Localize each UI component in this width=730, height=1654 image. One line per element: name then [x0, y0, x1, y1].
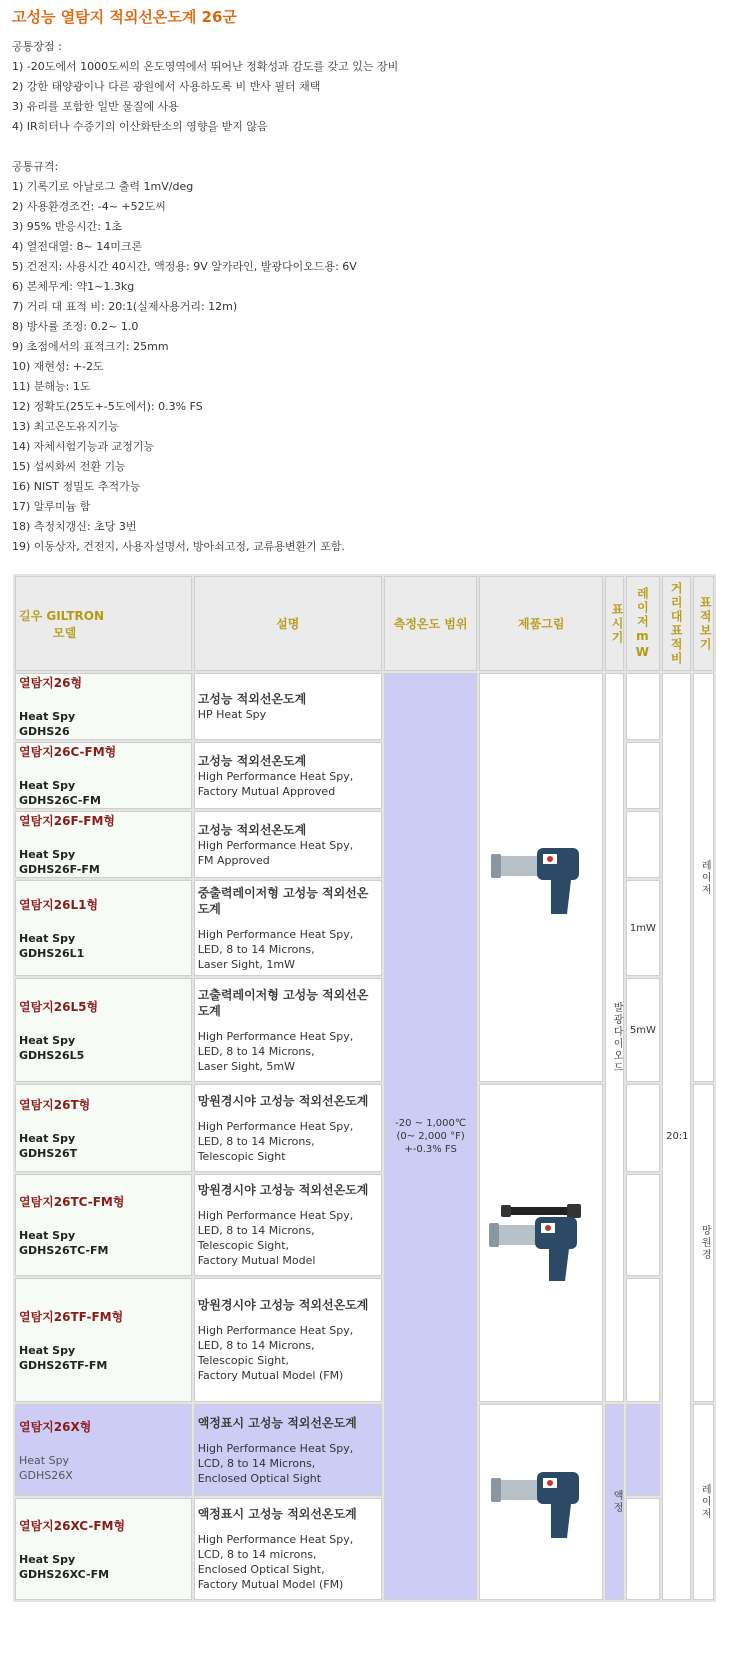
spec-item: 12) 정확도(25도+-5도에서): 0.3% FS [12, 400, 203, 413]
desc-title: 망원경시야 고성능 적외선온도계 [197, 1183, 369, 1197]
desc-title: 고성능 적외선온도계 [197, 753, 307, 768]
desc-title: 망원경시야 고성능 적외선온도계 [197, 1298, 369, 1312]
desc-line: High Performance Heat Spy, [197, 1533, 354, 1546]
laser-cell [626, 673, 660, 740]
desc-line: Factory Mutual Model (FM) [197, 1369, 344, 1382]
model-kr: 열탐지26XC-FM형 [19, 1518, 126, 1533]
laser-value: 5mW [629, 1024, 656, 1036]
desc-title: 액정표시 고성능 적외선온도계 [197, 1507, 357, 1521]
desc-line: Factory Mutual Model [197, 1254, 316, 1267]
model-en2: GDHS26X [19, 1468, 73, 1482]
spec-item: 11) 분해능: 1도 [12, 380, 91, 393]
page-title: 고성능 열탐지 적외선온도계 26군 [12, 8, 237, 26]
laser-cell [626, 811, 660, 878]
laser-cell [626, 1404, 660, 1496]
desc-line: High Performance Heat Spy, [197, 769, 354, 783]
range-line1: -20 ~ 1,000℃ [395, 1118, 467, 1129]
desc-cell [194, 1084, 382, 1172]
laser-cell [626, 880, 660, 976]
display-cell-lcd [605, 1404, 624, 1600]
table-row [15, 673, 714, 740]
model-en1: Heat Spy [19, 1343, 76, 1357]
table-header-row [15, 576, 714, 671]
model-en1: Heat Spy [19, 710, 76, 723]
model-en1: Heat Spy [19, 1453, 70, 1467]
feature-item: 4) IR히터나 수증기의 이산화탄소의 영향을 받지 않음 [12, 120, 268, 133]
model-cell [15, 1498, 192, 1600]
desc-cell [194, 1498, 382, 1600]
header-laser [626, 576, 660, 671]
model-cell [15, 978, 192, 1082]
desc-line: Enclosed Optical Sight, [197, 1563, 325, 1576]
model-kr: 열탐지26L5형 [19, 999, 99, 1014]
model-kr: 열탐지26T형 [19, 1097, 91, 1112]
desc-line: Laser Sight, 1mW [197, 957, 295, 971]
header-display [605, 576, 624, 671]
desc-line: Telescopic Sight, [197, 1239, 290, 1252]
spec-item: 18) 측정치갱신: 초당 3번 [12, 520, 137, 533]
spec-item: 2) 사용환경조건: -4~ +52도씨 [12, 200, 166, 213]
sight-cell-laser2 [693, 1404, 714, 1600]
desc-title: 망원경시야 고성능 적외선온도계 [197, 1093, 369, 1108]
desc-line: High Performance Heat Spy, [197, 1441, 354, 1455]
sight-cell-laser [693, 673, 714, 1082]
model-en2: GDHS26XC-FM [19, 1567, 110, 1581]
desc-line: High Performance Heat Spy, [197, 1029, 354, 1043]
desc-line: LED, 8 to 14 Microns, [197, 1134, 315, 1148]
table-row [15, 1404, 714, 1496]
spec-item: 10) 재현성: +-2도 [12, 360, 104, 373]
desc-line: High Performance Heat Spy, [197, 1119, 354, 1133]
header-ratio-text: 거리대표적비 [669, 581, 684, 666]
desc-line: High Performance Heat Spy, [197, 838, 354, 852]
desc-line: LED, 8 to 14 Microns, [197, 1224, 315, 1237]
model-en2: GDHS26 [19, 725, 70, 738]
spec-item: 4) 열전대열: 8~ 14미크론 [12, 240, 143, 253]
picture-cell-scope [479, 1084, 603, 1402]
spec-item: 13) 최고온도유지기능 [12, 420, 119, 433]
specs-section [12, 157, 718, 557]
desc-line: Factory Mutual Approved [197, 784, 336, 798]
desc-cell [194, 1278, 382, 1402]
desc-line: Factory Mutual Model (FM) [197, 1578, 344, 1591]
features-heading: 공통장점 : [12, 40, 62, 53]
spec-item: 5) 건전지: 사용시간 40시간, 액정용: 9V 알카라인, 발광다이오드용: 6V [12, 260, 357, 273]
model-en1: Heat Spy [19, 1131, 76, 1145]
desc-line: Laser Sight, 5mW [197, 1059, 295, 1073]
header-display-text: 표시기 [610, 602, 625, 645]
model-cell [15, 880, 192, 976]
laser-cell [626, 978, 660, 1082]
header-sight [693, 576, 714, 671]
feature-item: 3) 유리를 포함한 일반 물질에 사용 [12, 100, 179, 113]
display-lcd-text: 액정 [611, 1490, 623, 1514]
model-cell [15, 742, 192, 809]
header-range: 측정온도 범위 [384, 576, 478, 671]
desc-line: LED, 8 to 14 Microns, [197, 1339, 315, 1352]
spec-item: 19) 이동상자, 건전지, 사용자설명서, 방아쇠고정, 교류용변환기 포함. [12, 540, 346, 553]
ratio-cell [662, 673, 691, 1600]
picture-cell-lcd [479, 1404, 603, 1600]
model-kr: 열탐지26X형 [19, 1419, 92, 1434]
thermometer-gun-icon [491, 838, 591, 918]
model-en1: Heat Spy [19, 1552, 76, 1566]
desc-line: High Performance Heat Spy, [197, 1209, 354, 1222]
sight-cell-scope [693, 1084, 714, 1402]
model-en1: Heat Spy [19, 848, 76, 861]
model-cell [15, 1084, 192, 1172]
desc-line: HP Heat Spy [197, 708, 267, 721]
page [0, 6, 730, 1591]
feature-item: 2) 강한 태양광이나 다른 광원에서 사용하도록 비 반사 필터 채택 [12, 80, 321, 93]
ratio-text: 20:1 [666, 1131, 689, 1142]
model-en2: GDHS26L1 [19, 946, 85, 960]
model-cell [15, 1174, 192, 1276]
model-en1: Heat Spy [19, 1033, 76, 1047]
model-en2: GDHS26F-FM [19, 863, 100, 876]
desc-cell [194, 1404, 382, 1496]
laser-cell [626, 1278, 660, 1402]
spec-item: 16) NIST 정밀도 추적가능 [12, 480, 141, 493]
model-kr: 열탐지26TF-FM형 [19, 1309, 124, 1324]
model-en1: Heat Spy [19, 931, 76, 945]
spec-item: 14) 자체시험기능과 교정기능 [12, 440, 155, 453]
thermometer-scope-gun-icon [489, 1203, 593, 1283]
spec-item: 8) 방사률 조정: 0.2~ 1.0 [12, 320, 139, 333]
model-kr: 열탐지26C-FM형 [19, 745, 117, 759]
header-picture: 제품그림 [479, 576, 603, 671]
model-en2: GDHS26TF-FM [19, 1358, 108, 1372]
model-cell [15, 1278, 192, 1402]
header-model [15, 576, 192, 671]
features-section [12, 37, 718, 137]
sight-scope-text: 망원경 [699, 1225, 711, 1261]
range-line2: (0~ 2,000 °F) [396, 1131, 465, 1142]
header-laser-text: 레이저mW [635, 586, 650, 661]
specs-heading: 공통규격: [12, 160, 59, 173]
desc-line: High Performance Heat Spy, [197, 1324, 354, 1337]
laser-value: 1mW [629, 922, 656, 934]
model-kr: 열탐지26형 [19, 676, 83, 690]
header-desc: 설명 [194, 576, 382, 671]
desc-line: LCD, 8 to 14 Microns, [197, 1456, 316, 1470]
sight-laser2-text: 레이저 [699, 1484, 711, 1520]
display-cell-led [605, 673, 624, 1402]
model-kr: 열탐지26TC-FM형 [19, 1194, 125, 1209]
spec-item: 3) 95% 반응시간: 1초 [12, 220, 123, 233]
spec-item: 1) 기록기로 아날로그 출력 1mV/deg [12, 180, 194, 193]
model-en2: GDHS26T [19, 1146, 78, 1160]
laser-cell [626, 1498, 660, 1600]
model-kr: 열탐지26F-FM형 [19, 814, 116, 828]
desc-line: LED, 8 to 14 Microns, [197, 1044, 315, 1058]
header-ratio [662, 576, 691, 671]
header-model-line1: 길우 GILTRON [19, 608, 105, 623]
model-en2: GDHS26TC-FM [19, 1243, 109, 1257]
laser-cell [626, 742, 660, 809]
sight-laser-text: 레이저 [699, 859, 711, 896]
desc-cell [194, 978, 382, 1082]
desc-line: Telescopic Sight [197, 1149, 286, 1163]
desc-title: 고성능 적외선온도계 [197, 692, 307, 706]
desc-cell [194, 673, 382, 740]
desc-cell [194, 742, 382, 809]
spec-item: 6) 본체무게: 약1~1.3kg [12, 280, 135, 293]
model-kr: 열탐지26L1형 [19, 897, 99, 912]
picture-cell-laser [479, 673, 603, 1082]
model-en2: GDHS26C-FM [19, 794, 101, 807]
model-cell [15, 1404, 192, 1496]
model-cell [15, 673, 192, 740]
desc-cell [194, 811, 382, 878]
desc-cell [194, 880, 382, 976]
desc-cell [194, 1174, 382, 1276]
desc-title: 액정표시 고성능 적외선온도계 [197, 1415, 357, 1430]
desc-line: High Performance Heat Spy, [197, 927, 354, 941]
desc-title: 고출력레이저형 고성능 적외선온도계 [197, 987, 369, 1018]
model-en1: Heat Spy [19, 1228, 76, 1242]
model-cell [15, 811, 192, 878]
laser-cell [626, 1084, 660, 1172]
desc-line: LED, 8 to 14 Microns, [197, 942, 315, 956]
desc-line: FM Approved [197, 853, 270, 867]
desc-line: Enclosed Optical Sight [197, 1471, 322, 1485]
header-model-line2: 모델 [53, 625, 77, 640]
desc-line: Telescopic Sight, [197, 1354, 290, 1367]
display-led-text: 발광다이오드 [611, 1001, 623, 1074]
spec-item: 17) 알루미늄 함 [12, 500, 91, 513]
thermometer-lcd-gun-icon [491, 1462, 591, 1542]
range-cell [384, 673, 478, 1600]
desc-title: 중출력레이저형 고성능 적외선온도계 [197, 885, 369, 916]
range-line3: +-0.3% FS [404, 1144, 457, 1155]
feature-item: 1) -20도에서 1000도씨의 온도영역에서 뛰어난 정확성과 감도를 갖고 있는 장비 [12, 60, 399, 73]
model-en2: GDHS26L5 [19, 1048, 85, 1062]
desc-line: LCD, 8 to 14 microns, [197, 1548, 317, 1561]
model-en1: Heat Spy [19, 779, 76, 792]
spec-item: 9) 초점에서의 표적크기: 25mm [12, 340, 169, 353]
desc-title: 고성능 적외선온도계 [197, 822, 307, 837]
spec-item: 15) 섭씨화씨 전환 기능 [12, 460, 126, 473]
product-table [13, 574, 716, 1602]
laser-cell [626, 1174, 660, 1276]
spec-item: 7) 거리 대 표적 비: 20:1(실제사용거리: 12m) [12, 300, 238, 313]
header-sight-text: 표적보기 [698, 595, 713, 652]
